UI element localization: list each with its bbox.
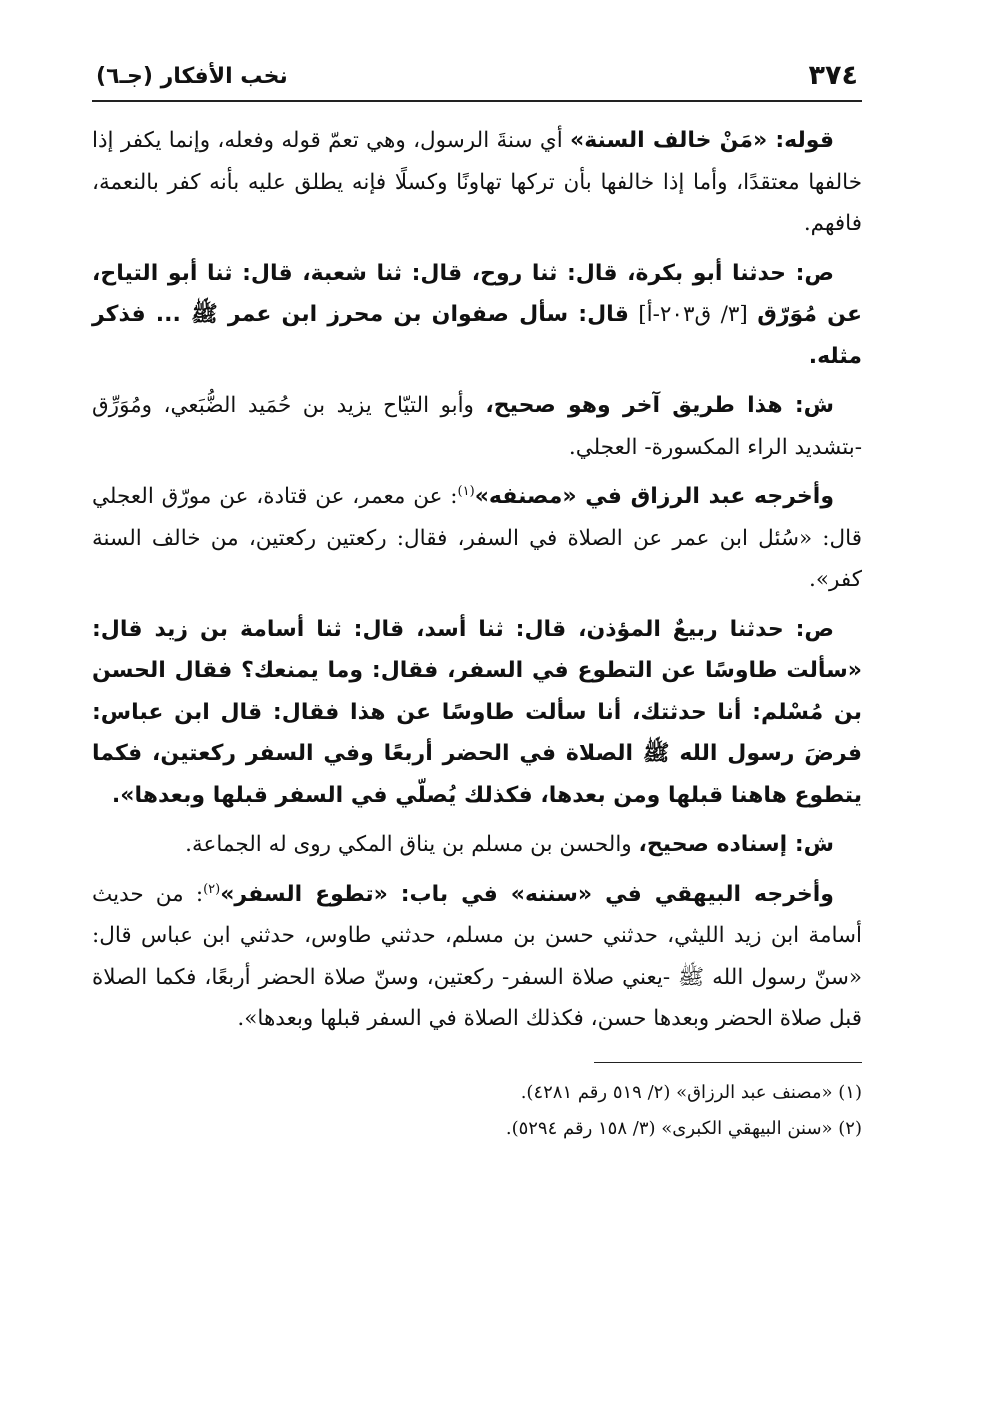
- paragraph-lead: ش: هذا طريق آخر وهو صحيح،: [485, 393, 834, 418]
- paragraph-lead: قوله: «مَنْ خالف السنة»: [570, 128, 834, 153]
- paragraph-lead: ص: حدثنا ربيعٌ المؤذن، قال: ثنا أسد، قال: ثنا أسامة بن زيد قال: «سألت طاوسًا عن التطوع في السفر، فقال: وما يمنعك؟ فقال الحسن بن مُسْلم: أنا حدثتك، أنا سألت طاوسًا عن هذا فقال: قال ابن عباس: فرضَ رسول الله ﷺ الصلاة في الحضر أربعًا وفي السفر ركعتين، فكما يتطوع هاهنا قبلها ومن بعدها، فكذلك يُصلّي في السفر قبلها وبعدها».: [92, 616, 862, 808]
- paragraph-text: وأبو التيّاح يزيد بن حُمَيد الضُّبَعي، ومُوَرِّق -بتشديد الراء المكسورة- العجلي.: [92, 393, 862, 460]
- paragraph-7: [92, 874, 862, 1040]
- footnote-marker: (٢): [203, 881, 221, 897]
- paragraph-lead: ص: حدثنا أبو بكرة، قال: ثنا روح، قال: ثنا شعبة، قال: ثنا أبو التياح، عن مُوَرّق: [92, 260, 862, 327]
- manuscript-reference: [٣/ ق٢٠٣-أ]: [628, 302, 758, 327]
- paragraph-3: [92, 385, 862, 468]
- book-page: [92, 56, 862, 1147]
- footnotes: [92, 1075, 862, 1147]
- paragraph-text: : عن معمر، عن قتادة، عن مورّق العجلي قال: «سُئل ابن عمر عن الصلاة في السفر، فقال: ركعتين ركعتين، من خالف السنة كفر».: [92, 484, 862, 592]
- paragraph-text: : من حديث أسامة ابن زيد الليثي، حدثني حسن بن مسلم، حدثني طاوس، حدثني ابن عباس قال: «سنّ رسول الله ﷺ -يعني صلاة السفر- ركعتين، وسنّ صلاة الحضر أربعًا، فكما الصلاة قبل صلاة الحضر وبعدها حسن، فكذلك الصلاة في السفر قبلها وبعدها».: [92, 881, 863, 1031]
- paragraph-text: أي سنةَ الرسول، وهي تعمّ قوله وفعله، وإنما يكفر إذا خالفها معتقدًا، وأما إذا خالفها بأن تركها تهاونًا وكسلًا فإنه يطلق عليه بأنه كفر بالنعمة، فافهم.: [92, 128, 862, 236]
- paragraph-lead: وأخرجه عبد الرزاق في «مصنفه»: [474, 484, 834, 509]
- paragraph-2: [92, 253, 862, 378]
- footnote-2: (٢) «سنن البيهقي الكبرى» (٣/ ١٥٨ رقم ٥٢٩٤).: [505, 1117, 862, 1139]
- page-header: [92, 56, 862, 102]
- paragraph-1: [92, 120, 862, 245]
- main-text: [92, 120, 862, 1040]
- paragraph-lead: ش: إسناده صحيح،: [638, 832, 834, 857]
- page-number: ٣٧٤: [808, 60, 858, 91]
- paragraph-lead: وأخرجه البيهقي في «سننه» في باب: «تطوع السفر»: [220, 881, 834, 907]
- paragraph-5: [92, 609, 862, 817]
- paragraph-tail: قال: سأل صفوان بن محرز ابن عمر ﷺ ... فذكر مثله.: [92, 302, 862, 369]
- paragraph-text: والحسن بن مسلم بن يناق المكي روى له الجماعة.: [185, 832, 639, 857]
- running-title: نخب الأفكار (جـ٦): [96, 64, 288, 89]
- footnote-marker: (١): [457, 483, 475, 499]
- footnote-separator: [594, 1062, 862, 1063]
- paragraph-4: [92, 476, 862, 601]
- footnote-1: (١) «مصنف عبد الرزاق» (٢/ ٥١٩ رقم ٤٢٨١).: [520, 1081, 862, 1103]
- paragraph-6: [92, 824, 862, 866]
